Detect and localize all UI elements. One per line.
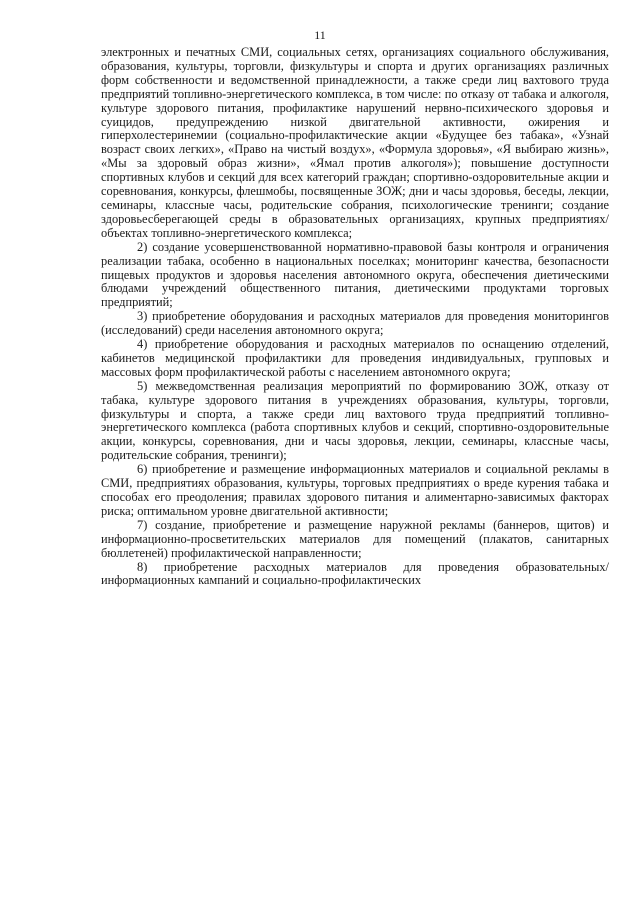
paragraph-item-7: 7) создание, приобретение и размещение наружной рекламы (баннеров, щитов) и информационно-просветительских материалов для помещений (плакатов, санитарных бюллетеней) профилактической направленности; bbox=[101, 517, 609, 560]
paragraph-continuation: электронных и печатных СМИ, социальных сетях, организациях социального обслуживания, образования, культуры, торговли, физкультуры и спорта и других организациях различных форм собственности и ведомственной принадлежности, а также среди лиц вахтового труда предприятий топливно-энергетического комплекса, в том числе: по отказу от табака и алкоголя, культуре здорового питания, профилактике нарушений нервно-психического здоровья и суицидов, предупреждению низкой двигательной активности, ожирения и гиперхолестеринемии (социально-профилактические акции «Будущее без табака», «Узнай возраст своих легких», «Право на чистый воздух», «Формула здоровья», «Я выбираю жизнь», «Мы за здоровый образ жизни», «Ямал против алкоголя»); повышение доступности спортивных клубов и секций для всех категорий граждан; спортивно-оздоровительные акции и соревнования, конкурсы, флешмобы, посвященные ЗОЖ; дни и часы здоровья, беседы, лекции, семинары, классные часы, родительские собрания, психологические тренинги; создание здоровьесберегающей среды в образовательных организациях, крупных предприятиях/объектах топливно-энергетического комплекса; bbox=[101, 45, 609, 240]
paragraph-item-8: 8) приобретение расходных материалов для проведения образовательных/информационных кампаний и социально-профилактических bbox=[101, 559, 609, 588]
paragraph-item-4: 4) приобретение оборудования и расходных материалов по оснащению отделений, кабинетов медицинской профилактики для проведения индивидуальных, групповых и массовых форм профилактической работы с населением автономного округа; bbox=[101, 337, 609, 379]
paragraph-item-5: 5) межведомственная реализация мероприятий по формированию ЗОЖ, отказу от табака, культуре здорового питания в учреждениях образования, культуры, торговли, физкультуры и спорта, а также среди лиц вахтового труда предприятий топливно-энергетического комплекса (работа спортивных клубов и секций, спортивно-оздоровительные акции, конкурсы, соревнования, дни и часы здоровья, лекции, семинары, классные часы, родительские собрания, тренинги); bbox=[101, 378, 609, 463]
paragraph-item-6: 6) приобретение и размещение информационных материалов и социальной рекламы в СМИ, предприятиях образования, культуры, торговых предприятиях о вреде курения табака и способах его преодоления; правилах здорового питания и алиментарно-зависимых факторах риска; оптимальном уровне двигательной активности; bbox=[101, 462, 609, 518]
paragraph-item-3: 3) приобретение оборудования и расходных материалов для проведения мониторингов (исследований) среди населения автономного округа; bbox=[101, 309, 609, 338]
page-number: 11 bbox=[314, 28, 326, 42]
paragraph-item-2: 2) создание усовершенствованной нормативно-правовой базы контроля и ограничения реализации табака, особенно в национальных поселках; мониторинг качества, безопасности пищевых продуктов и здоровья населения автономного округа, обеспечения диетическими блюдами учреждений общественного питания, диетическими продуктами торговых предприятий; bbox=[101, 239, 609, 310]
document-body bbox=[101, 46, 609, 588]
